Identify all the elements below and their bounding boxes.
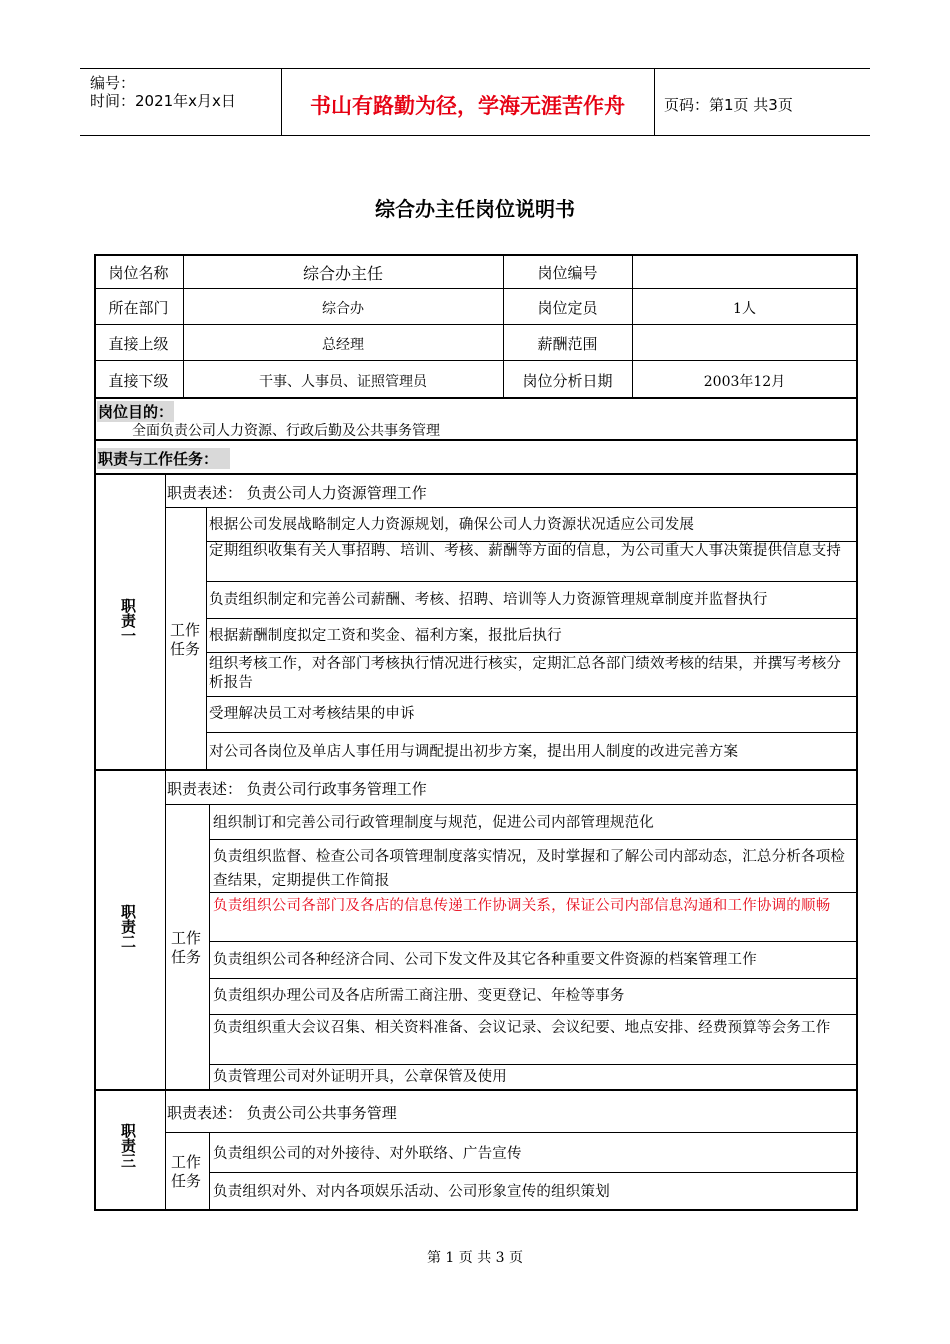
duty-name: 职责三 [119, 1123, 137, 1168]
table-rule [206, 618, 857, 619]
info-label: 直接上级 [108, 335, 169, 353]
page-indicator: 页码：第1页 共3页 [664, 96, 793, 114]
table-rule [94, 439, 857, 441]
table-rule [165, 1090, 166, 1210]
task-item: 负责组织公司的对外接待、对外联络、广告宣传 [213, 1146, 522, 1162]
task-item: 组织考核工作，对各部门考核执行情况进行核实，定期汇总各部门绩效考核的结果，并撰写考核分析报告 [209, 656, 842, 691]
task-item-highlighted: 负责组织公司各部门及各店的信息传递工作协调关系，保证公司内部信息沟通和工作协调的顺畅 [213, 898, 831, 914]
table-rule [94, 473, 857, 475]
doc-number-label: 编号： [90, 74, 136, 92]
task-item: 组织制订和完善公司行政管理制度与规范，促进公司内部管理规范化 [213, 815, 654, 831]
header-bottom-rule [80, 135, 870, 136]
table-rule [165, 770, 166, 1090]
table-rule [94, 288, 857, 289]
info-label: 岗位名称 [108, 264, 169, 282]
info-value: 1人 [733, 301, 756, 317]
table-rule [165, 507, 857, 508]
duty-name: 职责二 [119, 904, 137, 949]
info-value: 综合办主任 [302, 264, 383, 283]
table-rule [209, 1014, 857, 1015]
tasks-label: 工作任务 [171, 929, 202, 966]
task-item: 负责组织制定和完善公司薪酬、考核、招聘、培训等人力资源管理规章制度并监督执行 [209, 592, 768, 608]
page-footer: 第 1 页 共 3 页 [426, 1250, 524, 1266]
table-rule [209, 1172, 857, 1173]
doc-time-label: 时间：2021年x月x日 [90, 92, 236, 110]
info-label: 所在部门 [108, 299, 169, 317]
duty-statement: 职责表述： 负责公司行政事务管理工作 [167, 780, 427, 798]
purpose-label: 岗位目的： [98, 403, 174, 421]
table-rule [94, 397, 857, 399]
info-label: 岗位定员 [537, 299, 598, 317]
table-rule [206, 652, 857, 653]
task-item: 受理解决员工对考核结果的申诉 [209, 706, 415, 722]
task-item: 负责组织公司各种经济合同、公司下发文件及其它各种重要文件资源的档案管理工作 [213, 952, 757, 968]
purpose-text: 全面负责公司人力资源、行政后勤及公共事务管理 [132, 423, 440, 439]
table-border [94, 254, 857, 256]
task-item: 对公司各岗位及单店人事任用与调配提出初步方案，提出用人制度的改进完善方案 [209, 744, 739, 760]
header-divider [654, 68, 655, 136]
task-item: 定期组织收集有关人事招聘、培训、考核、薪酬等方面的信息，为公司重大人事决策提供信息支持 [209, 543, 842, 559]
info-value: 2003年12月 [703, 374, 786, 390]
tasks-label: 工作任务 [171, 1153, 202, 1190]
info-label: 岗位编号 [537, 264, 598, 282]
table-rule [206, 581, 857, 582]
duties-label: 职责与工作任务： [97, 448, 230, 469]
table-border [94, 254, 96, 1210]
table-rule [94, 324, 857, 325]
info-value: 干事、人事员、证照管理员 [259, 374, 427, 390]
table-rule [209, 978, 857, 979]
info-label: 直接下级 [108, 372, 169, 390]
table-rule [165, 1132, 857, 1133]
duty-statement: 职责表述： 负责公司人力资源管理工作 [167, 484, 427, 502]
table-rule [206, 696, 857, 697]
header-motto: 书山有路勤为径，学海无涯苦作舟 [310, 94, 625, 118]
info-label: 薪酬范围 [537, 335, 598, 353]
task-item: 根据公司发展战略制定人力资源规划，确保公司人力资源状况适应公司发展 [209, 517, 695, 533]
info-label: 岗位分析日期 [522, 372, 613, 390]
table-rule [165, 474, 166, 770]
table-rule [94, 769, 857, 771]
table-rule [209, 941, 857, 942]
duty-name: 职责一 [119, 598, 137, 643]
duty-statement: 职责表述： 负责公司公共事务管理 [167, 1104, 397, 1122]
task-item: 负责组织监督、检查公司各项管理制度落实情况，及时掌握和了解公司内部动态，汇总分析各项检查结果，定期提供工作简报 [213, 849, 846, 889]
table-rule [206, 732, 857, 733]
task-item: 负责组织对外、对内各项娱乐活动、公司形象宣传的组织策划 [213, 1184, 610, 1200]
header-top-rule [80, 68, 870, 69]
table-rule [165, 804, 857, 805]
task-item: 负责组织办理公司及各店所需工商注册、变更登记、年检等事务 [213, 988, 625, 1004]
table-rule [206, 508, 207, 770]
table-rule [94, 1089, 857, 1091]
task-item: 负责管理公司对外证明开具，公章保管及使用 [213, 1069, 507, 1085]
info-value: 综合办 [322, 301, 364, 317]
page-title: 综合办主任岗位说明书 [375, 197, 575, 221]
tasks-label: 工作任务 [170, 621, 201, 658]
table-rule [209, 1064, 857, 1065]
info-value: 总经理 [322, 337, 364, 353]
table-rule [209, 805, 210, 1090]
table-rule [94, 360, 857, 361]
task-item: 负责组织重大会议召集、相关资料准备、会议记录、会议纪要、地点安排、经费预算等会务工作 [213, 1020, 831, 1036]
table-rule [209, 839, 857, 840]
task-item: 根据薪酬制度拟定工资和奖金、福利方案，报批后执行 [209, 628, 562, 644]
